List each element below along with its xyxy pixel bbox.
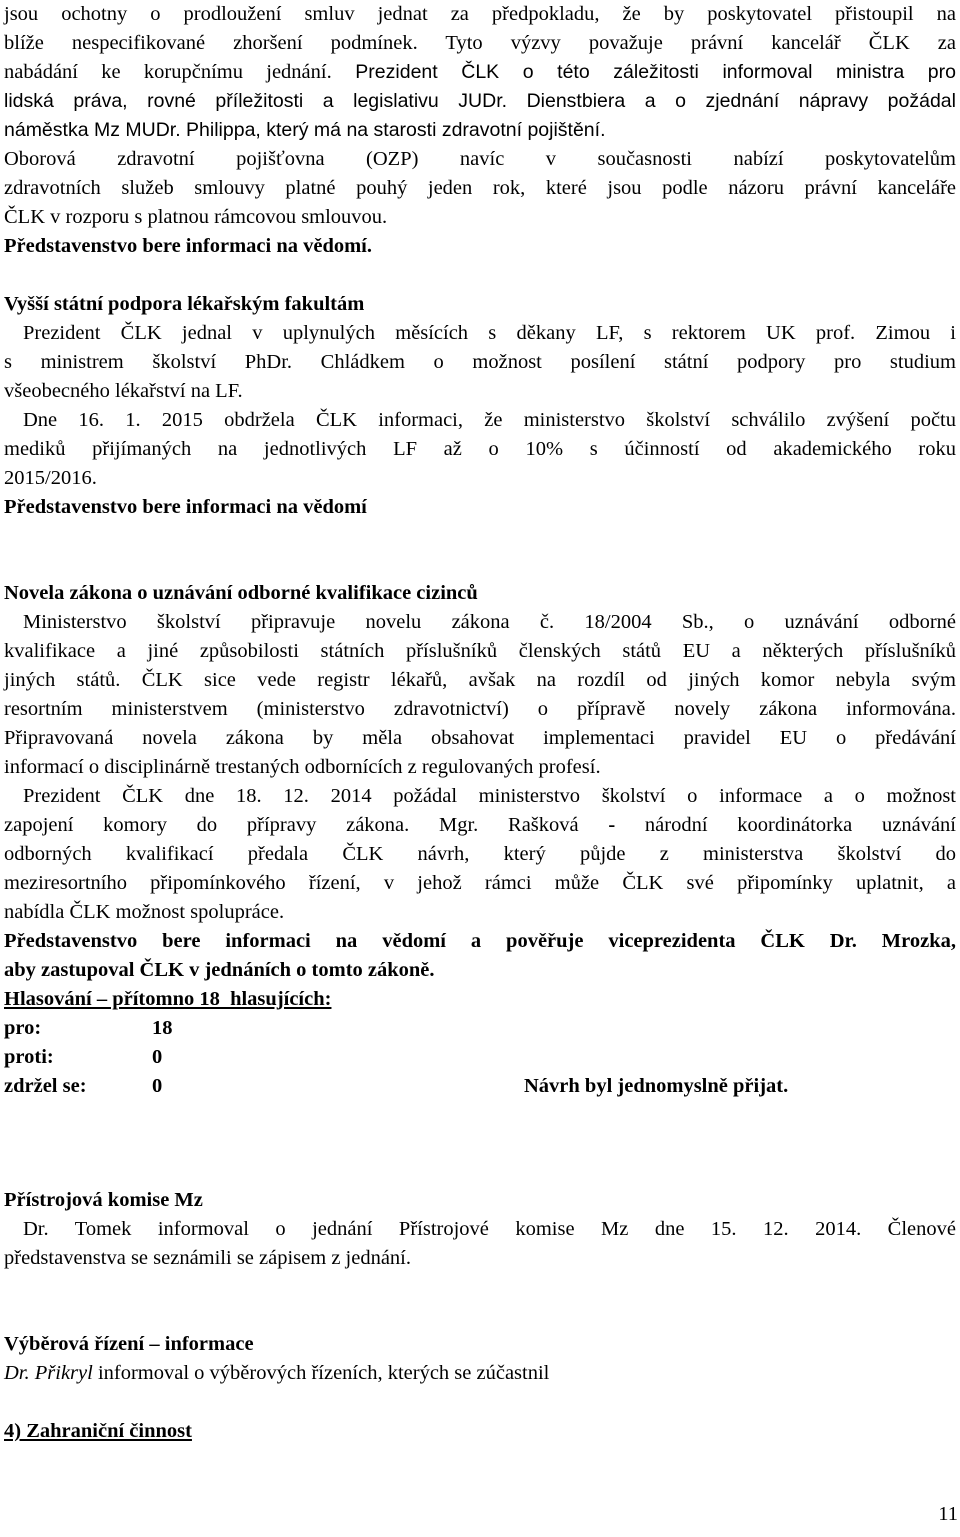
paragraph-line: resortním ministerstvem (ministerstvo zdravotnictví) o přípravě novely zákona informována. (4, 698, 956, 720)
paragraph-line: informací o disciplinárně trestaných odbornících z regulovaných profesí. (4, 756, 601, 778)
text-run: Dienstbiera a o zjednání nápravy požádal (507, 90, 956, 112)
section-heading: Výběrová řízení – informace (4, 1333, 254, 1355)
vote-row-zdrzel (4, 1072, 956, 1101)
paragraph-line: všeobecného lékařství na LF. (4, 380, 243, 402)
paragraph-line: 2015/2016. (4, 467, 97, 489)
paragraph-line (4, 87, 956, 116)
text-run: Philippa, který má na starosti zdravotní pojištění. (180, 119, 606, 141)
paragraph-line: zdravotních služeb smlouvy platné pouhý jeden rok, které jsou podle názoru právní kanceláře (4, 177, 956, 199)
board-resolution: Představenstvo bere informaci na vědomí (4, 496, 367, 518)
vote-label: pro: (4, 1017, 42, 1039)
board-resolution: Představenstvo bere informaci na vědomí. (4, 235, 372, 257)
text-run: - (578, 814, 645, 836)
paragraph-line: ČLK v rozporu s platnou rámcovou smlouvou. (4, 206, 388, 228)
vote-value: 18 (152, 1017, 173, 1039)
text-run: informoval o výběrových řízeních, kterých se zúčastnil (92, 1362, 550, 1384)
paragraph-line: s ministrem školství PhDr. Chládkem o možnost posílení státní podpory pro studium (4, 351, 956, 373)
paragraph-line (4, 1359, 956, 1388)
paragraph-line: meziresortního připomínkového řízení, v jehož rámci může ČLK své připomínky uplatnit, a (4, 872, 956, 894)
paragraph-line: jsou ochotny o prodloužení smluv jednat za předpokladu, že by poskytovatel přistoupil na (4, 3, 956, 25)
vote-row-pro (4, 1014, 956, 1043)
board-resolution: aby zastupoval ČLK v jednáních o tomto zákoně. (4, 959, 435, 981)
vote-label: proti: (4, 1046, 54, 1068)
paragraph-line: jiných států. ČLK sice vede registr lékařů, avšak na rozdíl od jiných komor nebyla svým (4, 669, 956, 691)
section-heading: 4) Zahraniční činnost (4, 1420, 192, 1442)
section-heading: Přístrojová komise Mz (4, 1189, 203, 1211)
board-resolution: Představenstvo bere informaci na vědomí a pověřuje viceprezidenta ČLK Dr. Mrozka, (4, 930, 956, 952)
paragraph-line: nabídla ČLK možnost spolupráce. (4, 901, 285, 923)
vote-result: Návrh byl jednomyslně přijat. (524, 1075, 789, 1097)
text-run: lidská práva, rovné příležitosti a legislativu JUDr. (4, 90, 508, 112)
paragraph-line (4, 58, 956, 87)
text-run: náměstka Mz MUDr. (4, 119, 181, 141)
paragraph-line: odborných kvalifikací předala ČLK návrh, který půjde z ministerstva školství do (4, 843, 956, 865)
text-run: národní koordinátorka uznávání (644, 814, 956, 836)
section-heading: Novela zákona o uznávání odborné kvalifikace cizinců (4, 582, 478, 604)
paragraph-line: kvalifikace a jiné způsobilosti státních příslušníků členských států EU a některých příslušníků (4, 640, 956, 662)
paragraph-line: Oborová zdravotní pojišťovna (OZP) navíc v současnosti nabízí poskytovatelům (4, 148, 956, 170)
vote-row-proti (4, 1043, 956, 1072)
paragraph-line: Prezident ČLK jednal v uplynulých měsících s děkany LF, s rektorem UK prof. Zimou i (23, 322, 956, 344)
paragraph-line (4, 116, 956, 145)
text-run: nabádání ke korupčnímu jednání. (4, 61, 332, 83)
vote-value: 0 (152, 1075, 163, 1097)
paragraph-line: Ministerstvo školství připravuje novelu zákona č. 18/2004 Sb., o uznávání odborné (23, 611, 956, 633)
paragraph-line: Dr. Tomek informoval o jednání Přístrojové komise Mz dne 15. 12. 2014. Členové (23, 1218, 956, 1240)
paragraph-line (4, 811, 956, 840)
paragraph-line: Dne 16. 1. 2015 obdržela ČLK informaci, že ministerstvo školství schválilo zvýšení počtu (23, 409, 956, 431)
paragraph-line: blíže nespecifikované zhoršení podmínek. Tyto výzvy považuje právní kancelář ČLK za (4, 32, 956, 54)
text-run: Dr. Přikryl (4, 1362, 93, 1384)
section-heading: Vyšší státní podpora lékařským fakultám (4, 293, 365, 315)
paragraph-line: představenstva se seznámili se zápisem z jednání. (4, 1247, 412, 1269)
vote-label: zdržel se: (4, 1075, 87, 1097)
paragraph-line: mediků přijímaných na jednotlivých LF až o 10% s účinností od akademického roku (4, 438, 956, 460)
text-run: zapojení komory do přípravy zákona. Mgr. Rašková (4, 814, 579, 836)
vote-heading: Hlasování – přítomno 18 hlasujících: (4, 988, 332, 1010)
page-number: 11 (938, 1503, 958, 1525)
paragraph-line: Připravovaná novela zákona by měla obsahovat implementaci pravidel EU o předávání (4, 727, 956, 749)
text-run: Prezident ČLK o této záležitosti informoval ministra pro (331, 61, 956, 83)
paragraph-line: Prezident ČLK dne 18. 12. 2014 požádal ministerstvo školství o informace a o možnost (23, 785, 956, 807)
vote-value: 0 (152, 1046, 163, 1068)
